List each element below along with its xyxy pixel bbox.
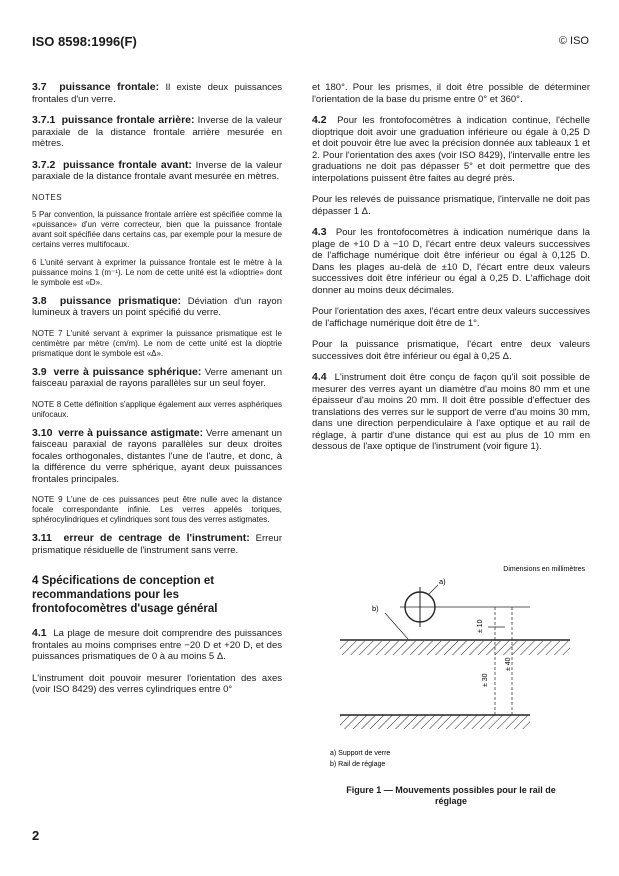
copyright-mark: © ISO (558, 35, 589, 47)
figure-caption-line2: réglage (434, 796, 467, 806)
clause-title: verre à puissance astigmate: (58, 426, 204, 439)
clause-text: L'instrument doit être conçu de façon qu'il soit possible de mesurer des verres ayant un diamètre d'au moins 80 mm et une épaisseur d'au moins 20 mm. Il doit être possible d'effectuer des translations des verres sur le support de verre d'au moins 30 mm, dans une direction perpendiculaire à l'axe optique et au rail de réglage, à partir d'une distance qui est au plus de 10 mm en dessous de l'axe optique de l'instrument (voir figure 1). (312, 372, 591, 452)
clause-text: Pour les frontofocomètres à indication continue, l'échelle dioptrique doit avoir une graduation inférieure ou égale à 0,25 D et doit pouvoir être lue avec la précision donnée aux tableaux 1 et 2. Pour l'orientation des axes (voir ISO 8429), l'intervalle entre les graduations ne doit pas dépasser 5° et doit permettre que des interpolations puissent être faites au degré près. (312, 115, 591, 184)
dim-label-40: ± 40 (505, 657, 512, 671)
clause-number: 3.7.1 (32, 114, 56, 126)
page-number: 2 (32, 828, 40, 843)
paragraph: et 180°. Pour les prismes, il doit être possible de déterminer l'orientation de la base du prisme entre 0° et 360°. (312, 82, 590, 105)
clause-number: 4.3 (312, 226, 327, 238)
clause-4-4 (312, 372, 590, 453)
clause-3-7 (32, 82, 282, 105)
clause-text: Déviation d'un rayon lumineux à travers un point spécifié du verre. (32, 295, 282, 318)
clause-number: 3.10 (32, 426, 53, 439)
clause-text: Inverse de la valeur paraxiale de la distance frontale avant mesurée en mètres. (32, 159, 283, 182)
clause-title: puissance frontale: (59, 81, 160, 93)
clause-number: 3.9 (32, 365, 47, 378)
clause-title: puissance frontale avant: (62, 158, 192, 171)
figure-units: Dimensions en millimètres (503, 566, 585, 573)
section-heading-line: recommandations pour les (32, 589, 179, 601)
figure-caption (312, 785, 590, 807)
clause-3-8 (32, 296, 282, 319)
clause-title: erreur de centrage de l'instrument: (63, 532, 250, 544)
clause-title: verre à puissance sphérique: (53, 365, 202, 378)
paragraph: L'instrument doit pouvoir mesurer l'orientation des axes (voir ISO 8429) des verres cylindriques entre 0° (32, 672, 282, 695)
figure-1-drawing (330, 565, 590, 775)
paragraph: Pour la puissance prismatique, l'écart entre deux valeurs successives doit être inférieur ou égal à 0,25 Δ. (312, 339, 590, 362)
note: NOTE 8 Cette définition s'applique également aux verres asphériques unifocaux. (32, 399, 282, 419)
clause-text: Pour les frontofocomètres à indication numérique dans la plage de +10 D à −10 D, l'écart entre deux valeurs successives de l'affichage numérique doit être inférieur ou égal à 0,125 D. Dans les plages au-delà de ±10 D, l'écart entre deux valeurs successives doit être inférieur ou égal à 0,25 D. L'affichage doit donner au moins deux décimales. (312, 227, 590, 296)
legend-a: a) Support de verre (330, 750, 391, 757)
clause-number: 3.11 (32, 532, 52, 544)
clause-text: Il existe deux puissances frontales d'un verre. (32, 82, 283, 105)
clause-4-3 (312, 227, 590, 296)
clause-title: puissance prismatique: (59, 294, 182, 307)
note: NOTE 7 L'unité servant à exprimer la puissance prismatique est le centimètre par mètre (cm/m). Le nom de cette unité est la dioptrie prismatique dont le symbole est «Δ». (32, 328, 282, 358)
right-column (312, 82, 590, 463)
dim-label-30: ± 30 (482, 673, 489, 687)
clause-4-1 (32, 628, 282, 663)
section-heading (32, 574, 282, 616)
section-heading-line: 4 Spécifications de conception et (32, 575, 215, 587)
label-b: b) (372, 604, 379, 613)
figure-1 (330, 565, 590, 775)
clause-number: 3.7 (32, 81, 47, 93)
paragraph: Pour les relevés de puissance prismatique, l'intervalle ne doit pas dépasser 1 Δ. (312, 194, 590, 217)
rail-hatching (340, 641, 570, 655)
clause-3-7-1 (32, 115, 282, 150)
figure-caption-line1: Figure 1 — Mouvements possibles pour le rail de (346, 785, 556, 795)
note: 6 L'unité servant à exprimer la puissance frontale est le mètre à la puissance moins 1 (m⁻¹). Le nom de cette unité est la «dioptrie» dont le symbole est «D». (32, 257, 282, 287)
clause-text: Erreur prismatique résiduelle de l'instrument sans verre. (32, 533, 283, 556)
clause-title: puissance frontale arrière: (61, 114, 195, 126)
notes-heading: NOTES (32, 192, 63, 202)
clause-3-11 (32, 533, 282, 556)
legend-b: b) Rail de réglage (330, 761, 386, 768)
clause-number: 3.8 (32, 294, 47, 307)
clause-3-9 (32, 367, 282, 390)
note: NOTE 9 L'une de ces puissances peut être nulle avec la distance focale correspondante infinie. Les verres appelés toriques, sphérocylindriques et cylindriques sont tous des verres astigmates. (32, 495, 282, 524)
dim-label-10: ± 10 (477, 619, 484, 633)
section-heading-line: frontofocomètres d'usage général (32, 603, 218, 615)
clause-number: 4.4 (312, 371, 327, 383)
clause-text: La plage de mesure doit comprendre des puissances frontales au moins comprises entre −20 D et +20 D, et des puissances prismatiques de 0 à au moins 5 Δ. (32, 628, 283, 662)
note: 5 Par convention, la puissance frontale arrière est spécifiée comme la «puissance» d'un verre correcteur, bien que la puissance frontale avant soit spécifiée dans certains cas, par exemple pour la mesure de certains verres multifocaux. (32, 209, 282, 249)
clause-number: 4.1 (32, 627, 47, 639)
clause-text: Verre amenant un faisceau paraxial de rayons parallèles sur deux droites focales orthogonales, distantes l'une de l'autre, et donc, à la différence du verre sphérique, ayant deux puissances frontales principales. (32, 427, 283, 485)
clause-text: Inverse de la valeur paraxiale de la distance frontale arrière mesurée en mètres. (32, 115, 283, 149)
paragraph: Pour l'orientation des axes, l'écart entre deux valeurs successives de l'affichage numérique doit être de 1°. (312, 306, 590, 329)
lower-hatching (340, 715, 530, 729)
document-reference: ISO 8598:1996(F) (32, 34, 137, 49)
label-a: a) (439, 577, 446, 586)
left-column (32, 82, 282, 706)
clause-number: 3.7.2 (32, 158, 56, 171)
clause-number: 4.2 (312, 114, 327, 126)
leader-b (385, 613, 408, 639)
clause-3-7-2 (32, 160, 282, 183)
clause-3-10 (32, 428, 282, 486)
leader-a (428, 585, 438, 595)
clause-4-2 (312, 115, 590, 184)
clause-text: Verre amenant un faisceau paraxial de rayons parallèles sur un seul foyer. (32, 366, 282, 389)
